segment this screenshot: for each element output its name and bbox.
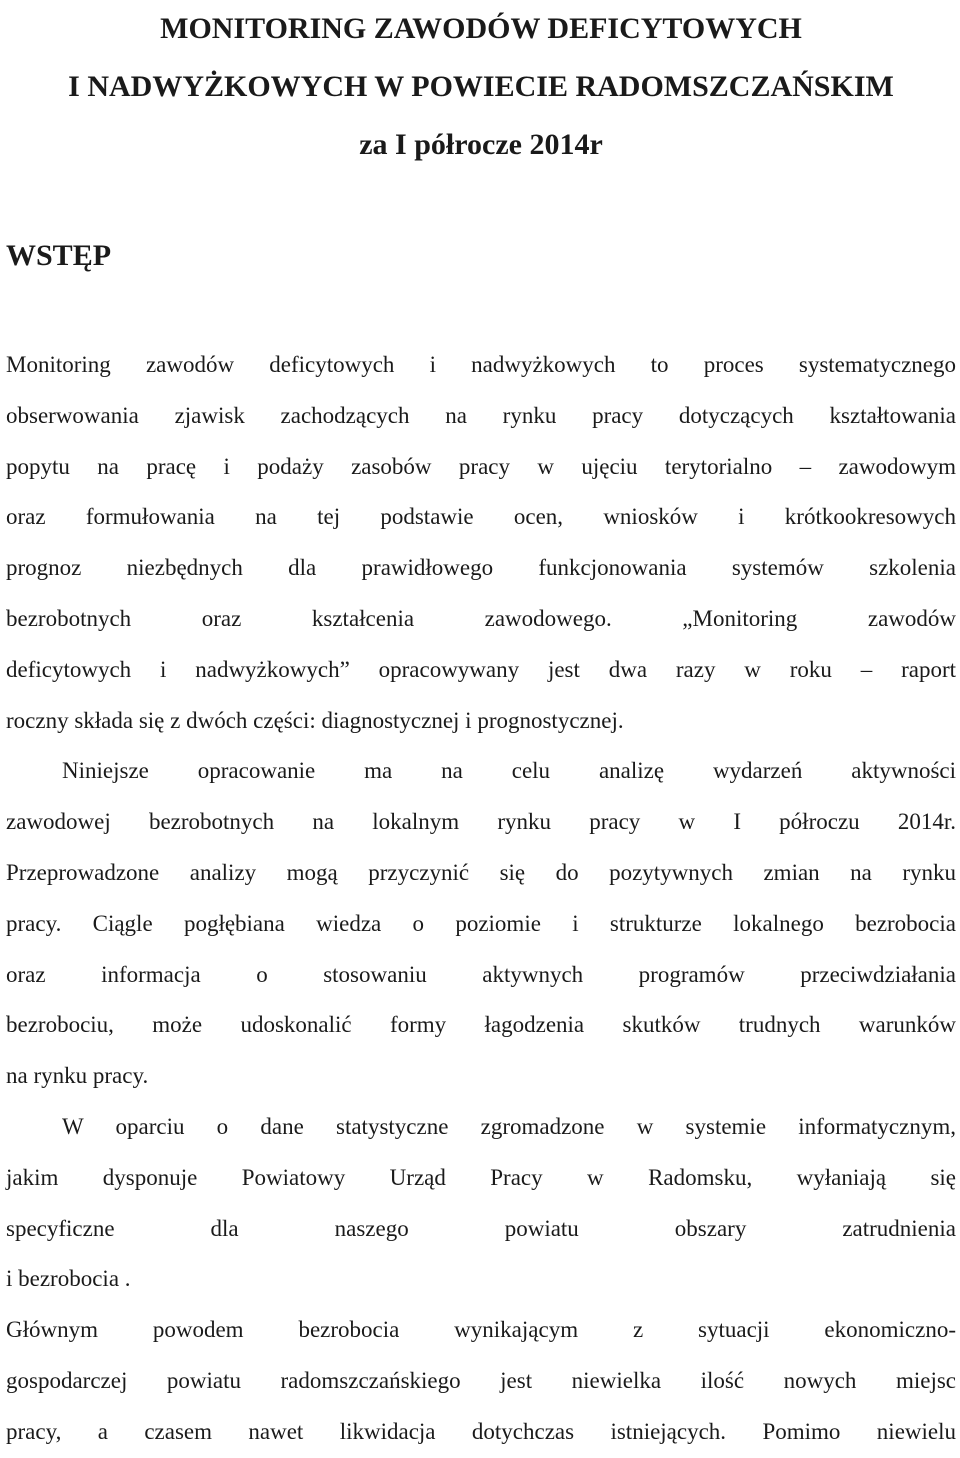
section-heading: WSTĘP: [6, 239, 112, 272]
paragraph-line: oraz formułowania na tej podstawie ocen, wniosków i krótkookresowych: [6, 504, 956, 530]
paragraph-line: W oparciu o dane statystyczne zgromadzone w systemie informatycznym,: [62, 1113, 956, 1139]
paragraph-line: Monitoring zawodów deficytowych i nadwyżkowych to proces systematycznego: [6, 352, 956, 377]
paragraph-line: roczny składa się z dwóch części: diagnostycznej i prognostycznej.: [6, 707, 624, 733]
paragraph-line: popytu na pracę i podaży zasobów pracy w ujęciu terytorialno – zawodowym: [6, 453, 956, 479]
document-title: [6, 0, 956, 174]
paragraph-4: [6, 1305, 956, 1457]
paragraph-line: pracy, a czasem nawet likwidacja dotychczas istniejących. Pomimo niewielu: [6, 1418, 956, 1444]
paragraph-line: deficytowych i nadwyżkowych” opracowywany jest dwa razy w roku – raport: [6, 656, 956, 682]
title-line-2: I NADWYŻKOWYCH W POWIECIE RADOMSZCZAŃSKIM: [68, 70, 894, 103]
paragraph-line: jakim dysponuje Powiatowy Urząd Pracy w Radomsku, wyłaniają się: [6, 1164, 956, 1190]
paragraph-line: prognoz niezbędnych dla prawidłowego funkcjonowania systemów szkolenia: [6, 555, 956, 581]
paragraph-1: [6, 340, 956, 746]
paragraph-line: specyficzne dla naszego powiatu obszary zatrudnienia: [6, 1215, 956, 1241]
title-line-3: za I półrocze 2014r: [359, 128, 603, 161]
title-line-1: MONITORING ZAWODÓW DEFICYTOWYCH: [160, 12, 802, 45]
paragraph-line: zawodowej bezrobotnych na lokalnym rynku pracy w I półroczu 2014r.: [6, 809, 956, 835]
paragraph-line: Głównym powodem bezrobocia wynikającym z sytuacji ekonomiczno-: [6, 1317, 956, 1343]
paragraph-line: i bezrobocia .: [6, 1266, 131, 1292]
document-body: [6, 340, 956, 1458]
paragraph-line: oraz informacja o stosowaniu aktywnych programów przeciwdziałania: [6, 961, 956, 987]
paragraph-line: bezrobociu, może udoskonalić formy łagodzenia skutków trudnych warunków: [6, 1012, 956, 1038]
paragraph-line: gospodarczej powiatu radomszczańskiego jest niewielka ilość nowych miejsc: [6, 1367, 956, 1393]
paragraph-line: bezrobotnych oraz kształcenia zawodowego. „Monitoring zawodów: [6, 605, 956, 631]
paragraph-2: [6, 746, 956, 1102]
paragraph-3: [6, 1102, 956, 1305]
paragraph-line: Przeprowadzone analizy mogą przyczynić się do pozytywnych zmian na rynku: [6, 859, 956, 885]
paragraph-line: Niniejsze opracowanie ma na celu analizę wydarzeń aktywności: [62, 758, 956, 784]
paragraph-line: na rynku pracy.: [6, 1063, 149, 1089]
paragraph-line: pracy. Ciągle pogłębiana wiedza o poziomie i strukturze lokalnego bezrobocia: [6, 910, 956, 936]
paragraph-line: obserwowania zjawisk zachodzących na rynku pracy dotyczących kształtowania: [6, 402, 956, 428]
